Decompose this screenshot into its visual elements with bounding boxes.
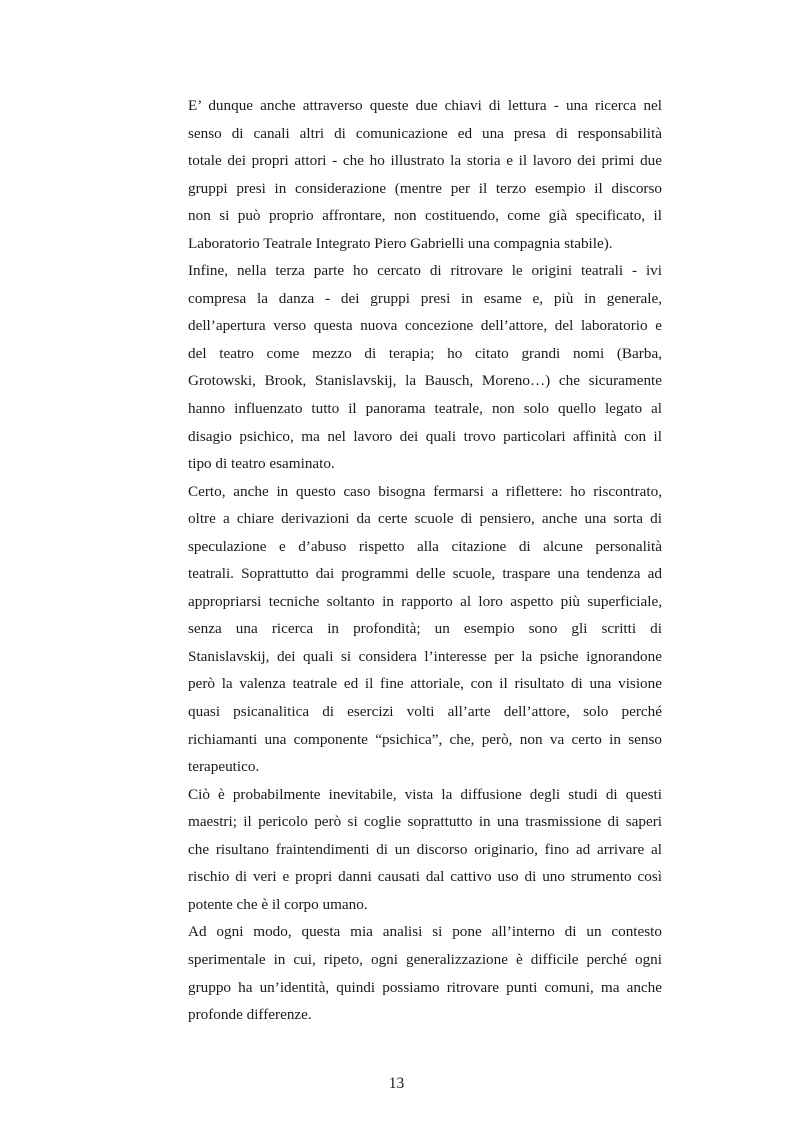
text-line: dell’apertura verso questa nuova concezione dell’attore, del laboratorio e: [188, 317, 662, 335]
text-line: gruppi presi in considerazione (mentre per il terzo esempio il discorso: [188, 179, 662, 197]
text-line: oltre a chiare derivazioni da certe scuole di pensiero, anche una sorta di: [188, 510, 662, 528]
text-line: hanno influenzato tutto il panorama teatrale, non solo quello legato al: [188, 400, 662, 418]
text-line: che risultano fraintendimenti di un discorso originario, fino ad arrivare al: [188, 840, 662, 858]
text-line: non si può proprio affrontare, non costituendo, come già specificato, il: [188, 207, 662, 225]
text-line: Stanislavskij, dei quali si considera l’interesse per la psiche ignorandone: [188, 647, 662, 665]
paragraph-1: [188, 92, 662, 257]
text-line: speculazione e d’abuso rispetto alla citazione di alcune personalità: [188, 537, 662, 555]
text-line: profonde differenze.: [188, 1006, 312, 1024]
paragraph-3: [188, 478, 662, 781]
text-line: sperimentale in cui, ripeto, ogni generalizzazione è difficile perché ogni: [188, 950, 662, 968]
paragraph-4: [188, 781, 662, 919]
body-text: [188, 92, 662, 1029]
text-line: rischio di veri e propri danni causati dal cattivo uso di uno strumento così: [188, 868, 662, 886]
paragraph-2: [188, 257, 662, 477]
text-line: Ad ogni modo, questa mia analisi si pone all’interno di un contesto: [188, 923, 662, 941]
text-line: però la valenza teatrale ed il fine attoriale, con il risultato di una visione: [188, 675, 662, 693]
text-line: appropriarsi tecniche soltanto in rapporto al loro aspetto più superficiale,: [188, 592, 662, 610]
text-line: Ciò è probabilmente inevitabile, vista la diffusione degli studi di questi: [188, 785, 662, 803]
text-line: potente che è il corpo umano.: [188, 895, 368, 913]
text-line: del teatro come mezzo di terapia; ho citato grandi nomi (Barba,: [188, 344, 662, 362]
text-line: Grotowski, Brook, Stanislavskij, la Bausch, Moreno…) che sicuramente: [188, 372, 662, 390]
text-line: compresa la danza - dei gruppi presi in esame e, più in generale,: [188, 289, 662, 307]
text-line: disagio psichico, ma nel lavoro dei quali trovo particolari affinità con il: [188, 427, 662, 445]
text-line: quasi psicanalitica di esercizi volti all’arte dell’attore, solo perché: [188, 703, 662, 721]
text-line: gruppo ha un’identità, quindi possiamo ritrovare punti comuni, ma anche: [188, 978, 662, 996]
text-line: Certo, anche in questo caso bisogna fermarsi a riflettere: ho riscontrato,: [188, 482, 662, 500]
text-line: tipo di teatro esaminato.: [188, 455, 335, 473]
text-line: senza una ricerca in profondità; un esempio sono gli scritti di: [188, 620, 662, 638]
text-line: terapeutico.: [188, 758, 260, 776]
text-line: Laboratorio Teatrale Integrato Piero Gabrielli una compagnia stabile).: [188, 234, 613, 252]
text-line: teatrali. Soprattutto dai programmi delle scuole, traspare una tendenza ad: [188, 565, 662, 583]
text-line: Infine, nella terza parte ho cercato di ritrovare le origini teatrali - ivi: [188, 262, 662, 280]
text-line: richiamanti una componente “psichica”, che, però, non va certo in senso: [188, 730, 662, 748]
text-line: senso di canali altri di comunicazione ed una presa di responsabilità: [188, 124, 662, 142]
paragraph-5: [188, 918, 662, 1028]
text-line: E’ dunque anche attraverso queste due chiavi di lettura - una ricerca nel: [188, 97, 662, 114]
page-number: 13: [388, 1075, 405, 1092]
text-line: maestri; il pericolo però si coglie soprattutto in una trasmissione di saperi: [188, 813, 662, 831]
text-line: totale dei propri attori - che ho illustrato la storia e il lavoro dei primi due: [188, 152, 662, 170]
